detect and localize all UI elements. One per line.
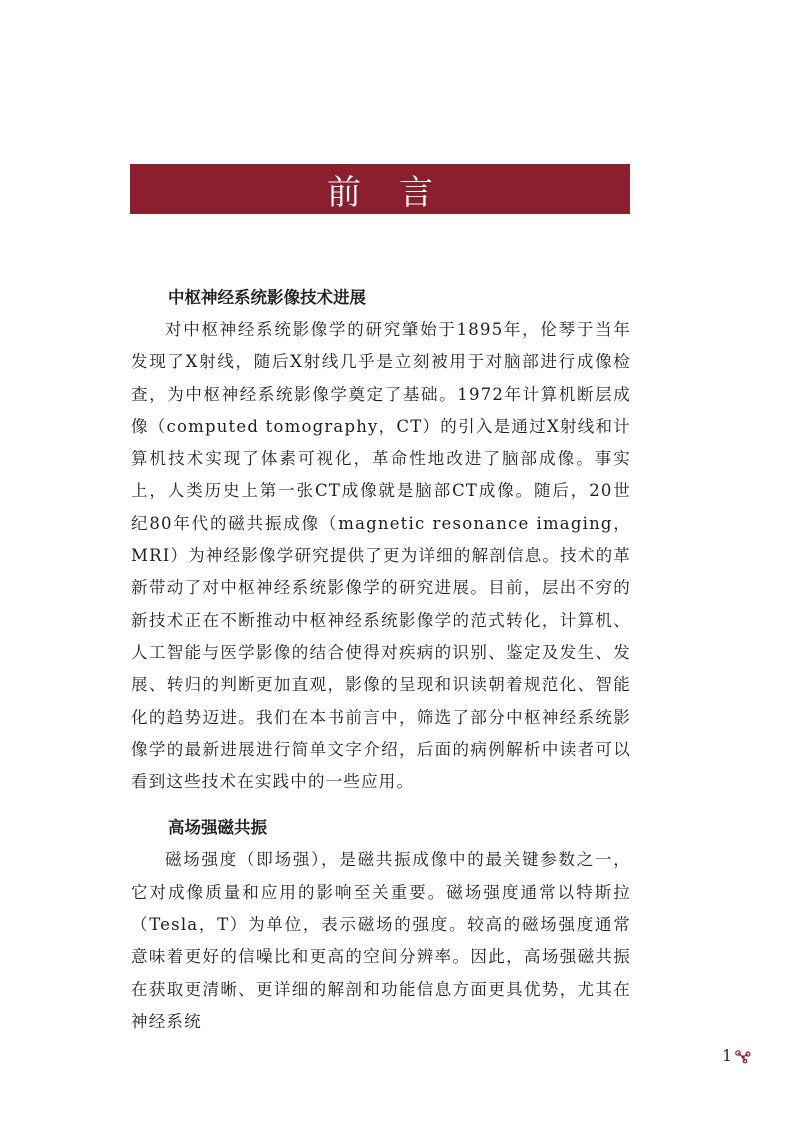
molecule-ornament-icon [734,1048,752,1064]
page-footer [722,1046,752,1065]
section-heading-high-field-mri: 高场强磁共振 [168,818,267,838]
main-content [131,282,631,1046]
page-title: 前言 [327,172,471,213]
title-banner [130,164,630,214]
paragraph-high-field-mri: 磁场强度（即场强），是磁共振成像中的最关键参数之一，它对成像质量和应用的影响至关重要。磁场强度通常以特斯拉（Tesla，T）为单位，表示磁场的强度。较高的磁场强度通常意味着更好的信噪比和更高的空间分辨率。因此，高场强磁共振在获取更清晰、更详细的解剖和功能信息方面更具优势，尤其在神经系统 [131,850,631,1031]
page-number: 1 [722,1046,733,1065]
section-heading-cns-imaging: 中枢神经系统影像技术进展 [168,288,366,307]
paragraph-cns-imaging: 对中枢神经系统影像学的研究肇始于1895年，伦琴于当年发现了X射线，随后X射线几乎是立刻被用于对脑部进行成像检查，为中枢神经系统影像学奠定了基础。1972年计算机断层成像（computed tomography，CT）的引入是通过X射线和计算机技术实现了体素可视化，革命性地改进了脑部成像。事实上，人类历史上第一张CT成像就是脑部CT成像。随后，20世纪80年代的磁共振成像（magnetic resonance imaging，MRI）为神经影像学研究提供了更为详细的解剖信息。技术的革新带动了对中枢神经系统影像学的研究进展。目前，层出不穷的新技术正在不断推动中枢神经系统影像学的范式转化，计算机、人工智能与医学影像的结合使得对疾病的识别、鉴定及发生、发展、转归的判断更加直观，影像的呈现和识读朝着规范化、智能化的趋势迈进。我们在本书前言中，筛选了部分中枢神经系统影像学的最新进展进行简单文字介绍，后面的病例解析中读者可以看到这些技术在实践中的一些应用。 [131,320,631,792]
